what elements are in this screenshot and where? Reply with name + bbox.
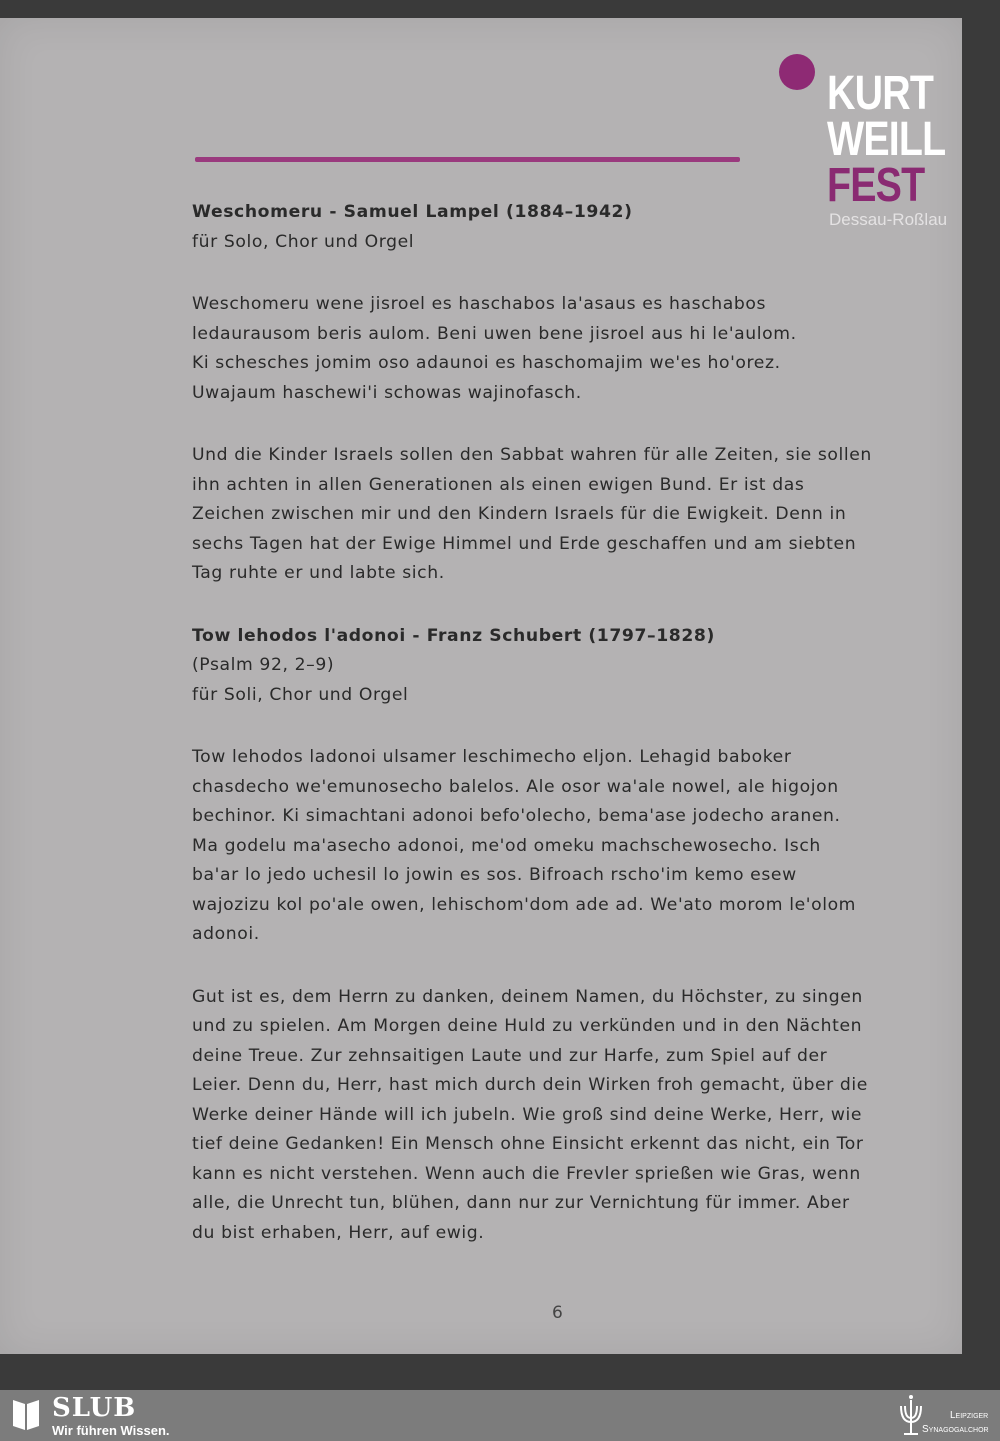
text-line: alle, die Unrecht tun, blühen, dann nur zur Vernichtung für immer. Aber [192, 1193, 850, 1213]
text-line: Tag ruhte er und labte sich. [192, 563, 445, 583]
text-line: Ki schesches jomim oso adaunoi es haschomajim we'es ho'orez. [192, 353, 781, 373]
slub-name: SLUB [52, 1393, 137, 1423]
section-heading: Weschomeru - Samuel Lampel (1884–1942) [192, 202, 633, 222]
text-line: sechs Tagen hat der Ewige Himmel und Erde geschaffen und am siebten [192, 533, 857, 554]
synagogalchor-line-2: Synagogalchor [922, 1424, 989, 1435]
section-subtitle: für Solo, Chor und Orgel [192, 231, 415, 252]
text-line: und zu spielen. Am Morgen deine Huld zu verkünden und in den Nächten [192, 1016, 863, 1036]
text-line: chasdecho we'emunosecho balelos. Ale osor wa'ale nowel, ale higojon [192, 776, 839, 797]
logo-subtitle: Dessau-Roßlau [829, 210, 948, 229]
page-content [192, 198, 932, 1248]
text-line: Weschomeru wene jisroel es haschabos la'asaus es haschabos [192, 294, 767, 314]
text-line: Uwajaum haschewi'i schowas wajinofasch. [192, 382, 582, 403]
text-line: ba'ar lo jedo uchesil lo jowin es sos. Bifroach rscho'im kemo esew [192, 865, 797, 885]
book-icon [10, 1396, 42, 1432]
text-line: Gut ist es, dem Herrn zu danken, deinem Namen, du Höchster, zu singen [192, 986, 863, 1007]
text-line: bechinor. Ki simachtani adonoi befo'olecho, bema'ase jodecho aranen. [192, 806, 841, 826]
text-line: ledaurausom beris aulom. Beni uwen bene jisroel aus hi le'aulom. [192, 323, 797, 344]
text-line: Tow lehodos ladonoi ulsamer leschimecho eljon. Lehagid baboker [192, 747, 792, 767]
paragraph [192, 441, 932, 589]
paragraph [192, 983, 932, 1249]
text-line: Ma godelu ma'asecho adonoi, me'od omeku machschewosecho. Isch [192, 835, 821, 856]
text-line: ihn achten in allen Generationen als einen ewigen Bund. Er ist das [192, 474, 805, 495]
logo-line-2: WEILL [827, 113, 946, 166]
accent-rule [195, 157, 740, 162]
logo-dot-icon [779, 54, 815, 90]
page-number: 6 [552, 1303, 563, 1323]
slub-tagline: Wir führen Wissen. [52, 1423, 170, 1438]
paragraph [192, 743, 932, 950]
section-subtitle: (Psalm 92, 2–9) [192, 655, 335, 675]
logo-line-3: FEST [827, 159, 925, 212]
synagogalchor-line-1: Leipziger [950, 1410, 989, 1421]
text-line: wajozizu kol po'ale owen, lehischom'dom ade ad. We'ato morom le'olom [192, 894, 857, 915]
paragraph [192, 290, 932, 408]
text-line: Leier. Denn du, Herr, hast mich durch dein Wirken froh gemacht, über die [192, 1075, 868, 1095]
text-line: kann es nicht verstehen. Wenn auch die Frevler sprießen wie Gras, wenn [192, 1163, 861, 1184]
footer-bar [0, 1390, 1000, 1441]
section-subtitle: für Soli, Chor und Orgel [192, 684, 409, 705]
text-line: deine Treue. Zur zehnsaitigen Laute und zur Harfe, zum Spiel auf der [192, 1045, 828, 1066]
logo-line-1: KURT [827, 67, 934, 120]
text-line: Und die Kinder Israels sollen den Sabbat wahren für alle Zeiten, sie sollen [192, 445, 872, 465]
section-heading: Tow lehodos l'adonoi - Franz Schubert (1797–1828) [192, 625, 715, 646]
text-line: Zeichen zwischen mir und den Kindern Israels für die Ewigkeit. Denn in [192, 504, 847, 524]
text-line: tief deine Gedanken! Ein Mensch ohne Einsicht erkennt das nicht, ein Tor [192, 1134, 864, 1154]
text-line: du bist erhaben, Herr, auf ewig. [192, 1222, 485, 1243]
text-line: Werke deiner Hände will ich jubeln. Wie groß sind deine Werke, Herr, wie [192, 1104, 863, 1125]
text-line: adonoi. [192, 924, 260, 944]
